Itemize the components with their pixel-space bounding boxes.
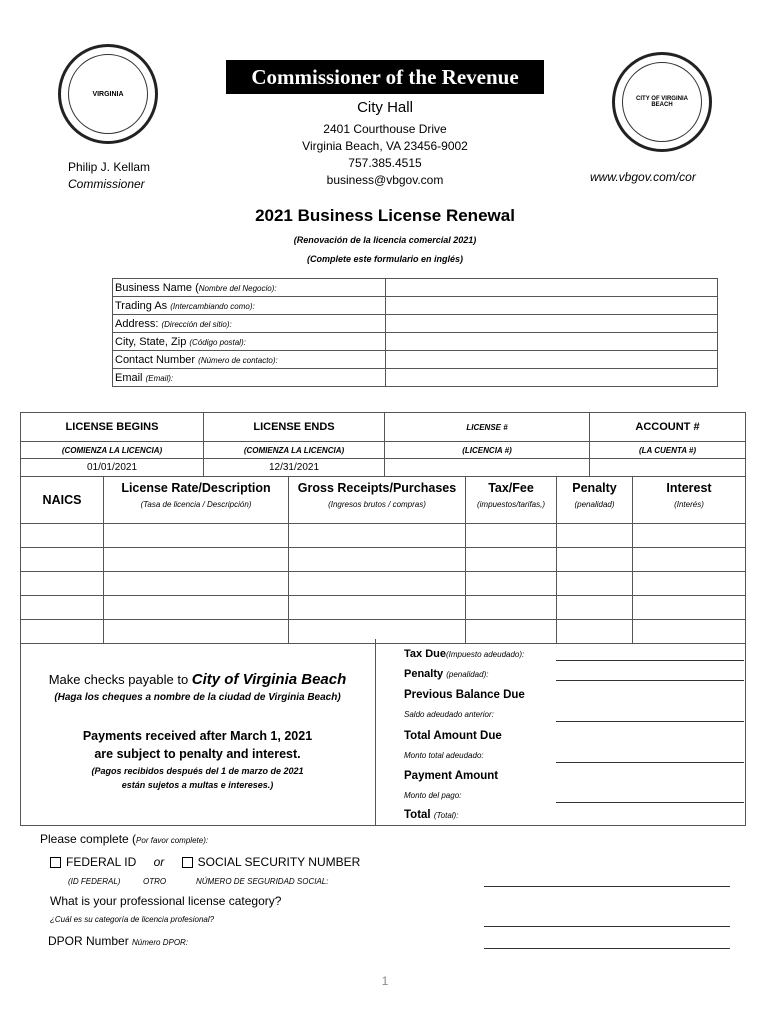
license-begins-sub: (COMIENZA LA LICENCIA) [21,442,204,459]
ssn-es: NÚMERO DE SEGURIDAD SOCIAL: [196,877,329,886]
virginia-beach-seal [612,52,712,152]
email: business@vbgov.com [326,173,444,187]
page-number: 1 [381,974,389,988]
payment-amount-label: Payment Amount [404,770,499,782]
business-name-label: Business Name (Nombre del Negocio): [113,279,386,297]
form-instruction: (Complete este formulario en inglés) [306,254,464,264]
rate-table [20,476,746,644]
penalty-warning-es2: están sujetos a multas e intereses.) [121,780,274,790]
federal-id-checkbox[interactable] [50,857,61,868]
prof-category-line[interactable] [484,926,730,927]
ssn-checkbox[interactable] [182,857,193,868]
license-ends-header: LICENSE ENDS [204,413,385,442]
table-row [21,596,746,620]
email-row [113,369,718,387]
trading-as-field[interactable] [386,297,718,315]
dpor-line[interactable] [484,948,730,949]
license-begins-header: LICENSE BEGINS [21,413,204,442]
interest-header: Interest (Interés) [633,477,746,524]
payment-amount-line[interactable] [556,802,744,803]
virginia-beach-seal-text: CITY OF VIRGINIA BEACH [636,96,688,108]
prev-balance-label: Previous Balance Due [404,689,525,701]
total-due-es: Monto total adeudado: [404,751,484,760]
penalty-line[interactable] [556,680,744,681]
total-due-label: Total Amount Due [404,730,502,742]
table-row [21,572,746,596]
prof-category-question: What is your professional license category? [50,894,282,908]
city-state-zip-field[interactable] [386,333,718,351]
email-label: Email (Email): [113,369,386,387]
website: www.vbgov.com/cor [590,170,696,184]
business-name-row [113,279,718,297]
address-row [113,315,718,333]
penalty-warning-es1: (Pagos recibidos después del 1 de marzo de 2021 [91,766,304,776]
payment-amount-es: Monto del pago: [404,791,462,800]
city-state-zip-label: City, State, Zip (Código postal): [113,333,386,351]
table-row [21,548,746,572]
form-title: 2021 Business License Renewal [255,206,515,225]
ssn-label: SOCIAL SECURITY NUMBER [197,855,361,869]
checks-payable-es: (Haga los cheques a nombre de la ciudad de Virginia Beach) [54,692,341,703]
id-number-line[interactable] [484,886,730,887]
contact-number-label: Contact Number (Número de contacto): [113,351,386,369]
checks-payable: Make checks payable to City of Virginia Beach [48,671,347,688]
federal-id-es: (ID FEDERAL) [68,877,121,886]
license-number-sub: (LICENCIA #) [385,442,590,459]
address-label: Address: (Dirección del sitio): [113,315,386,333]
address-line2: Virginia Beach, VA 23456-9002 [302,139,468,153]
total-due-line[interactable] [556,762,744,763]
trading-as-row [113,297,718,315]
dpor-label: DPOR Number Número DPOR: [48,934,189,948]
total-label: Total (Total): [404,809,459,821]
tax-due-line[interactable] [556,660,744,661]
id-choice [50,855,360,869]
federal-id-label: FEDERAL ID [66,855,137,869]
tax-due-label: Tax Due(Impuesto adeudado): [404,648,525,660]
city-hall: City Hall [357,99,413,116]
please-complete: Please complete (Por favor complete): [40,832,209,846]
naics-header: NAICS [21,477,104,524]
license-ends-value: 12/31/2021 [204,459,385,477]
payment-divider [375,639,376,826]
account-number-header: ACCOUNT # [590,413,746,442]
table-row [21,524,746,548]
form-subtitle: (Renovación de la licencia comercial 2021) [293,235,477,245]
commissioner-name: Philip J. Kellam [68,160,151,174]
address-line1: 2401 Courthouse Drive [323,122,447,136]
virginia-seal-text: VIRGINIA [92,90,124,98]
trading-as-label: Trading As (Intercambiando como): [113,297,386,315]
account-number-field[interactable] [590,459,746,477]
license-number-field[interactable] [385,459,590,477]
license-number-header: LICENSE # [385,413,590,442]
office-title-banner: Commissioner of the Revenue [226,60,544,94]
license-begins-value: 01/01/2021 [21,459,204,477]
prev-balance-es: Saldo adeudado anterior: [404,710,494,719]
commissioner-title: Commissioner [68,177,145,191]
virginia-seal [58,44,158,144]
gross-receipts-header: Gross Receipts/Purchases (Ingresos brutos / compras) [289,477,466,524]
penalty-label: Penalty (penalidad): [404,668,489,680]
business-info-table [112,278,718,387]
account-number-sub: (LA CUENTA #) [590,442,746,459]
contact-number-row [113,351,718,369]
license-table [20,412,746,477]
city-state-zip-row [113,333,718,351]
penalty-warning-line2: are subject to penalty and interest. [94,747,301,761]
phone: 757.385.4515 [348,156,422,170]
prof-category-question-es: ¿Cuál es su categoría de licencia profesional? [50,915,215,924]
license-ends-sub: (COMIENZA LA LICENCIA) [204,442,385,459]
penalty-warning-line1: Payments received after March 1, 2021 [82,729,313,743]
or-label: or [153,855,165,869]
business-name-field[interactable] [386,279,718,297]
prev-balance-line[interactable] [556,721,744,722]
email-field[interactable] [386,369,718,387]
penalty-header: Penalty (penalidad) [557,477,633,524]
contact-number-field[interactable] [386,351,718,369]
tax-fee-header: Tax/Fee (impuestos/tarifas,) [466,477,557,524]
address-field[interactable] [386,315,718,333]
license-rate-header: License Rate/Description (Tasa de licencia / Descripción) [104,477,289,524]
or-es: OTRO [143,877,167,886]
